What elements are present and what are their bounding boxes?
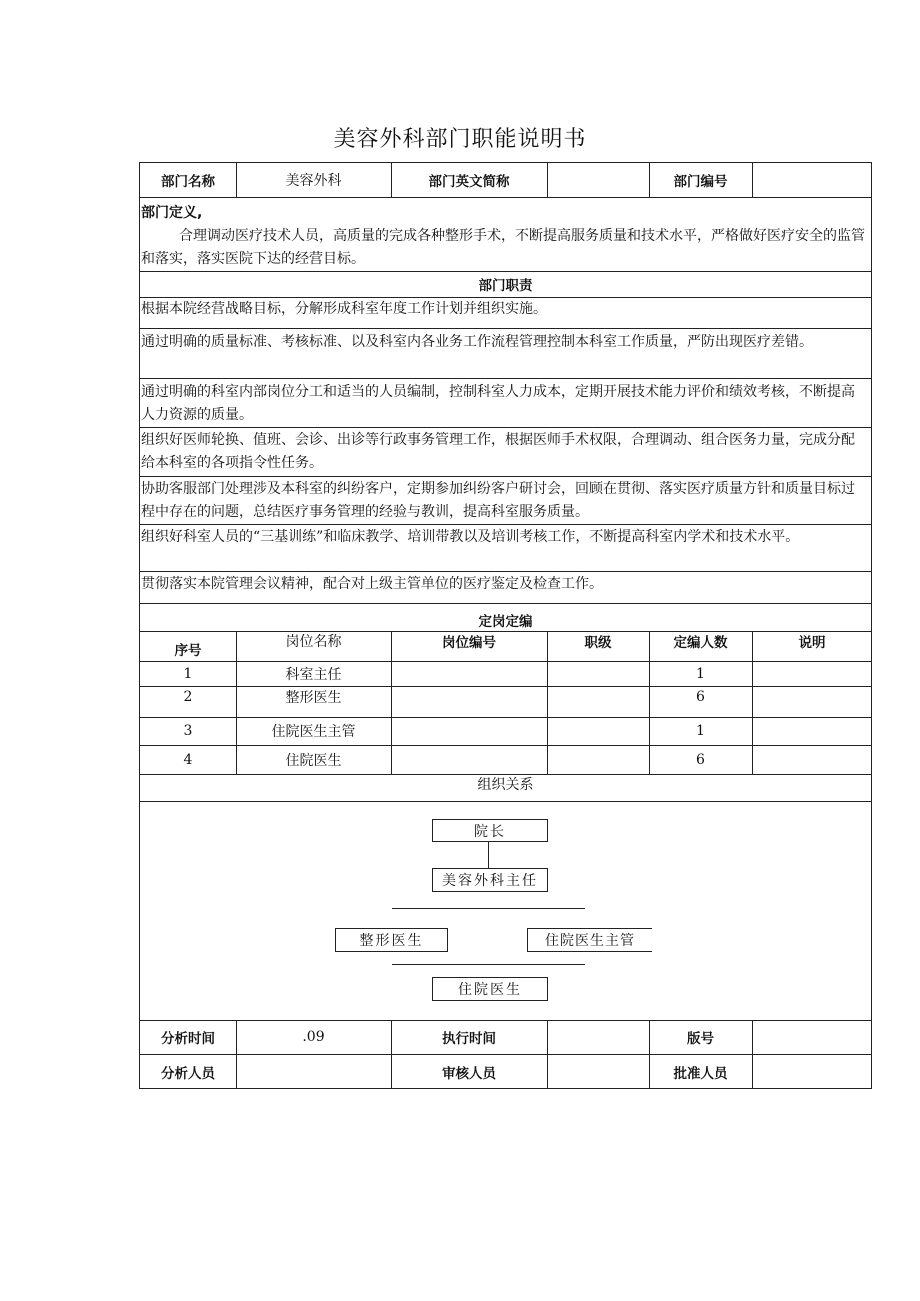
org-node-resident-supervisor: 住院医生主管 — [527, 928, 652, 952]
dept-en-value — [547, 163, 649, 197]
col-header: 定编人数 — [673, 635, 728, 651]
duties-heading: 部门职责 — [478, 278, 533, 294]
definition-label: 部门定义, — [141, 205, 203, 221]
staff-position: 住院医生主管 — [271, 724, 356, 740]
staff-no: 4 — [183, 751, 193, 768]
dept-code-value — [752, 163, 872, 197]
org-heading: 组织关系 — [477, 777, 534, 793]
staff-count: 1 — [696, 723, 705, 739]
duty-item: 组织好医师轮换、值班、会诊、出诊等行政事务管理工作，根据医师手术权限，合理调动、组合医务力量，完成分配给本科室的各项指令性任务。 — [141, 432, 855, 471]
reviewer-value — [547, 1054, 649, 1089]
duty-item: 通过明确的科室内部岗位分工和适当的人员编制，控制科室人力成本，定期开展技术能力评价和绩效考核，不断提高人力资源的质量。 — [141, 384, 855, 423]
org-node-director: 院长 — [432, 819, 548, 842]
version-value — [752, 1020, 872, 1054]
dept-en-label: 部门英文简称 — [428, 174, 510, 190]
duty-item: 通过明确的质量标准、考核标准、以及科室内各业务工作流程管理控制本科室工作质量，严防出现医疗差错。 — [141, 334, 813, 350]
col-header: 岗位编号 — [442, 635, 496, 651]
definition-text: 合理调动医疗技术人员，高质量的完成各种整形手术，不断提高服务质量和技术水平，严格做好医疗安全的监管和落实，落实医院下达的经营目标。 — [141, 228, 865, 267]
staffing-heading: 定岗定编 — [478, 614, 533, 630]
exec-time-label: 执行时间 — [442, 1031, 496, 1047]
staff-position: 科室主任 — [285, 666, 342, 683]
dept-code-label: 部门编号 — [673, 174, 728, 190]
staff-no: 2 — [183, 688, 193, 705]
version-label: 版号 — [687, 1031, 714, 1047]
col-header: 职级 — [584, 635, 612, 651]
staff-count: 6 — [696, 688, 705, 705]
staff-count: 1 — [696, 665, 705, 682]
approver-value — [752, 1054, 872, 1089]
col-header: 序号 — [174, 643, 202, 659]
staff-position: 住院医生 — [285, 752, 342, 769]
analysis-time-label: 分析时间 — [161, 1031, 215, 1047]
reviewer-label: 审核人员 — [442, 1065, 496, 1082]
dept-name-label: 部门名称 — [161, 174, 215, 190]
page-title: 美容外科部门职能说明书 — [333, 127, 587, 152]
exec-time-value — [547, 1020, 649, 1054]
dept-name-value: 美容外科 — [285, 173, 342, 189]
analysis-time-value: .09 — [302, 1029, 325, 1045]
analyst-value — [236, 1054, 391, 1089]
staff-no: 1 — [183, 665, 193, 682]
duty-item: 根据本院经营战略目标，分解形成科室年度工作计划并组织实施。 — [141, 301, 547, 317]
duty-item: 贯彻落实本院管理会议精神，配合对上级主管单位的医疗鉴定及检查工作。 — [141, 576, 603, 592]
function-table — [139, 162, 872, 1089]
org-node-dept-head: 美容外科主任 — [432, 868, 548, 892]
col-header: 说明 — [798, 635, 826, 651]
staff-no: 3 — [183, 723, 193, 739]
duty-item: 组织好科室人员的“三基训练”和临床教学、培训带教以及培训考核工作，不断提高科室内学术和技术水平。 — [141, 529, 800, 545]
staff-count: 6 — [696, 751, 705, 768]
staff-position: 整形医生 — [285, 689, 342, 706]
org-node-resident-doctor: 住院医生 — [432, 977, 548, 1001]
duty-item: 协助客服部门处理涉及本科室的纠纷客户，定期参加纠纷客户研讨会，回顾在贯彻、落实医疗质量方针和质量目标过程中存在的问题，总结医疗事务管理的经验与教训，提高科室服务质量。 — [141, 481, 855, 520]
org-node-plastic-doctor: 整形医生 — [335, 928, 448, 952]
col-header: 岗位名称 — [285, 634, 342, 650]
analyst-label: 分析人员 — [161, 1065, 215, 1082]
approver-label: 批准人员 — [673, 1065, 728, 1082]
